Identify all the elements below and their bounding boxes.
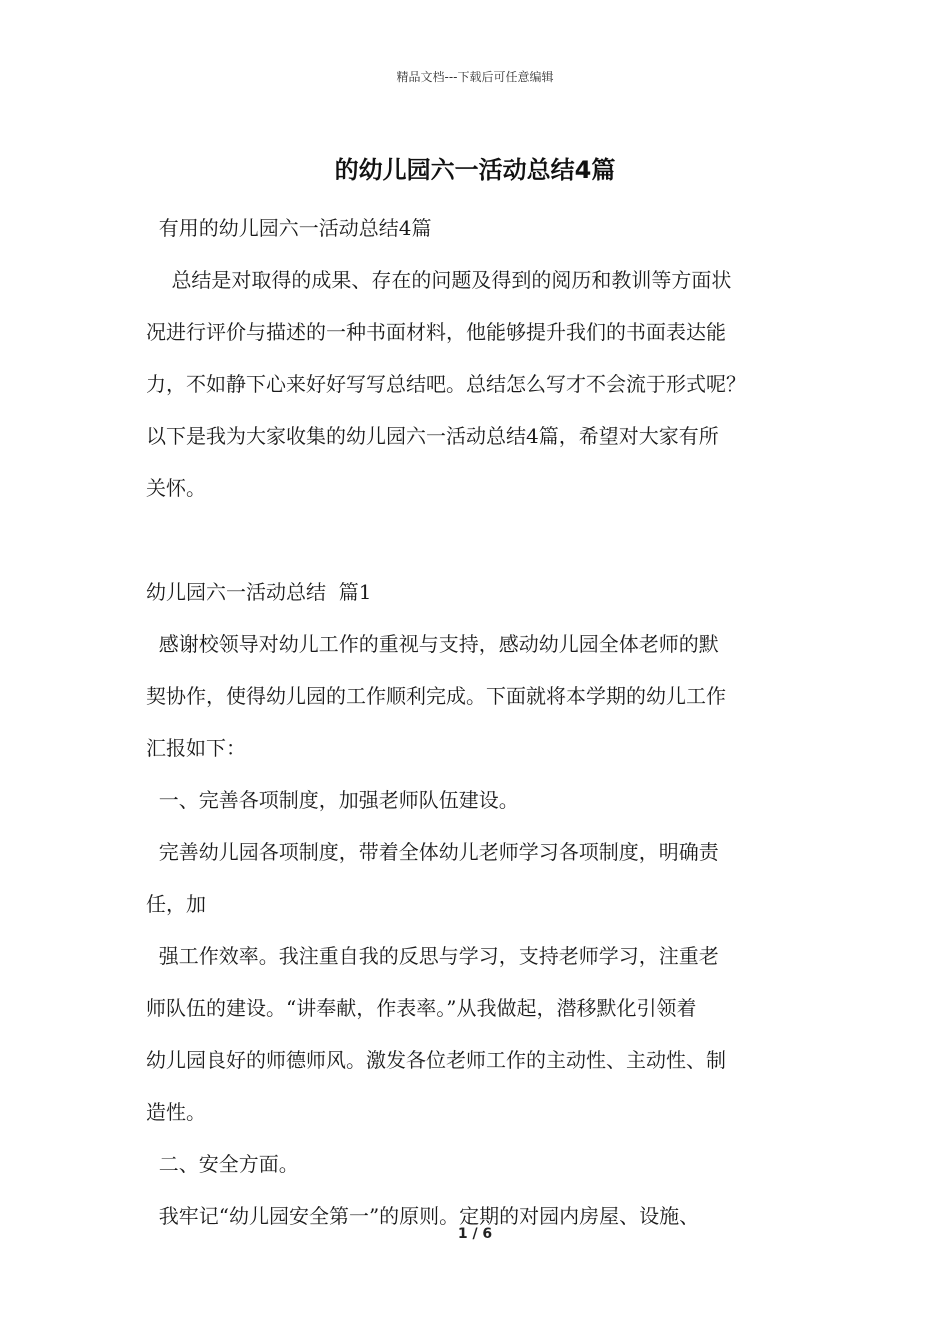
section-heading: 幼儿园六一活动总结 篇1 (146, 580, 372, 604)
body-line: 造性。 (146, 1100, 206, 1124)
body-line: 二、安全方面。 (146, 1152, 299, 1176)
header-note: 精品文档---下载后可任意编辑 (396, 70, 554, 84)
body-line: 师队伍的建设。“讲奉献，作表率。”从我做起，潜移默化引领着 (146, 996, 697, 1020)
body-line: 完善幼儿园各项制度，带着全体幼儿老师学习各项制度，明确责 (146, 840, 719, 864)
body-line: 幼儿园良好的师德师风。激发各位老师工作的主动性、主动性、制 (146, 1048, 726, 1072)
spacer (146, 514, 836, 566)
body-line: 汇报如下： (146, 736, 246, 760)
document-body (146, 202, 836, 1242)
intro-line: 以下是我为大家收集的幼儿园六一活动总结4篇，希望对大家有所 (146, 424, 719, 448)
intro-line: 况进行评价与描述的一种书面材料，他能够提升我们的书面表达能 (146, 320, 726, 344)
body-line: 我牢记“幼儿园安全第一”的原则。定期的对园内房屋、设施、 (146, 1204, 700, 1228)
intro-line: 力，不如静下心来好好写写总结吧。总结怎么写才不会流于形式呢？ (146, 372, 746, 396)
body-line: 强工作效率。我注重自我的反思与学习，支持老师学习，注重老 (146, 944, 719, 968)
body-line: 任，加 (146, 892, 206, 916)
section-body (146, 618, 836, 1242)
body-line: 感谢校领导对幼儿工作的重视与支持，感动幼儿园全体老师的默 (146, 632, 719, 656)
intro-line: 总结是对取得的成果、存在的问题及得到的阅历和教训等方面状 (146, 268, 732, 292)
body-line: 契协作，使得幼儿园的工作顺利完成。下面就将本学期的幼儿工作 (146, 684, 726, 708)
document-title: 的幼儿园六一活动总结4篇 (334, 156, 616, 184)
subtitle: 有用的幼儿园六一活动总结4篇 (146, 216, 432, 240)
intro-line: 关怀。 (146, 476, 206, 500)
page-number: 1 / 6 (457, 1226, 493, 1242)
intro-paragraph (146, 254, 836, 514)
body-line: 一、完善各项制度，加强老师队伍建设。 (146, 788, 519, 812)
